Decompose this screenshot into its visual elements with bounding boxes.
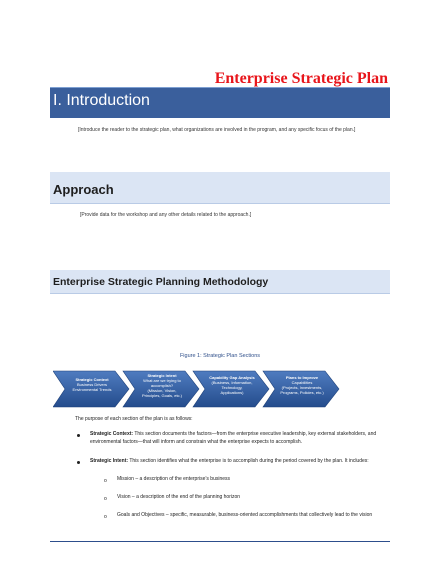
introduction-heading: I. Introduction (53, 92, 150, 109)
approach-note: [Provide data for the workshop and any other details related to the approach.] (80, 212, 252, 218)
bullet-icon (77, 461, 80, 464)
sub-bullet-marker: o (104, 496, 107, 502)
step-plans-to-improve: Plans to Improve Capabilities (Projects, Investments, Programs, Policies, etc.) (280, 375, 324, 395)
sub-item-mission: Mission – a description of the enterprise’s business (117, 476, 231, 482)
sub-item-goals-objectives: Goals and Objectives – specific, measurable, business-oriented accomplishments that collectively lead to the vision (117, 512, 373, 518)
strategic-plan-diagram (53, 370, 373, 413)
document-title: Enterprise Strategic Plan (214, 70, 388, 87)
sub-bullet-marker: o (104, 478, 107, 484)
bullet-strategic-intent: Strategic Intent: This section identifies what the enterprise is to accomplish during the period covered by the plan. It includes: (90, 458, 369, 464)
bullet-icon (77, 434, 80, 437)
approach-band (50, 172, 390, 204)
step-strategic-context: Strategic Context Business Drivers Environmental Trends (72, 377, 112, 392)
sub-bullet-marker: o (104, 514, 107, 520)
methodology-band (50, 270, 390, 294)
bullet-strategic-context: Strategic Context: This section documents the factors—from the enterprise executive leadership, key external stakeholders, and environmental factors—that will inform and constrain what the enterprise expects to accomplish. (90, 431, 377, 445)
introduction-band (50, 87, 390, 118)
sub-item-vision: Vision – a description of the end of the planning horizon (117, 494, 241, 500)
footer-divider (50, 541, 390, 542)
step-capability-gap-analysis: Capability Gap Analysis (Business, Information, Technology, Applications) (209, 375, 255, 395)
body-intro: The purpose of each section of the plan is as follows: (75, 416, 193, 422)
introduction-note: [Introduce the reader to the strategic plan, what organizations are involved in the program, and any specific focus of the plan.] (78, 127, 356, 133)
approach-heading: Approach (53, 182, 114, 197)
methodology-heading: Enterprise Strategic Planning Methodology (53, 276, 269, 288)
figure-caption: Figure 1: Strategic Plan Sections (179, 353, 261, 359)
step-strategic-intent: Strategic Intent What are we trying to accomplish? (Mission, Vision, Principles, Goals, etc.) (141, 373, 182, 398)
